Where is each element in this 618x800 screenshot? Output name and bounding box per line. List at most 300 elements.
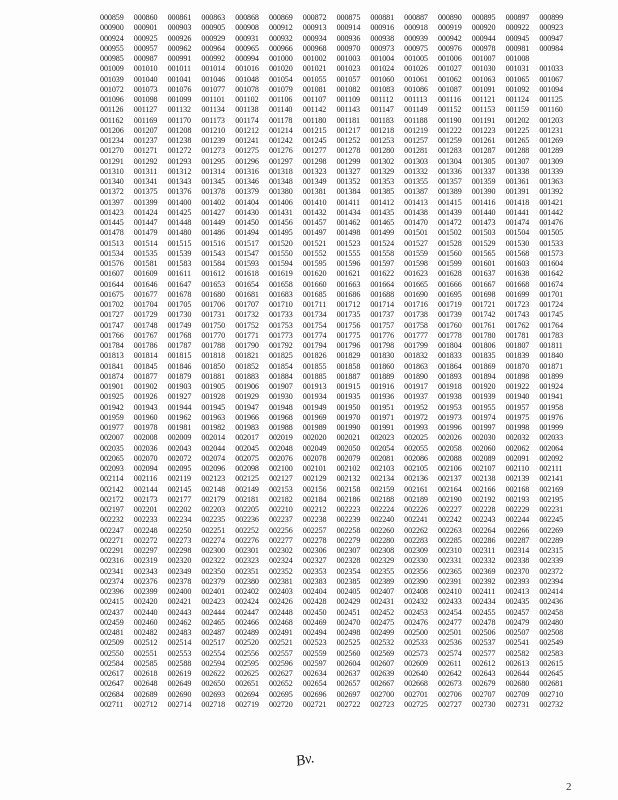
roll-number: 002105	[404, 464, 428, 473]
roll-number: 001618	[235, 269, 259, 279]
roll-number: 002448	[268, 607, 293, 617]
roll-number: 001869	[471, 361, 496, 371]
roll-number: 002647	[100, 679, 124, 689]
roll-number: 001174	[235, 115, 259, 125]
roll-number: 001076	[167, 84, 192, 94]
roll-number: 001768	[167, 330, 192, 340]
number-row	[100, 310, 600, 320]
roll-number: 001472	[437, 218, 462, 227]
roll-number: 001442	[539, 207, 564, 217]
roll-number: 001081	[302, 84, 327, 94]
roll-number: 002297	[133, 546, 158, 555]
roll-number: 001336	[437, 166, 462, 176]
roll-number: 002428	[302, 597, 327, 607]
roll-number: 000994	[235, 54, 259, 63]
roll-number: 001535	[133, 248, 158, 258]
roll-number: 001026	[404, 64, 428, 74]
roll-number: 002271	[100, 535, 124, 545]
roll-number: 001666	[437, 279, 462, 289]
roll-number: 002413	[505, 587, 530, 596]
roll-number: 002103	[370, 464, 395, 473]
roll-number: 002262	[404, 525, 428, 535]
number-row	[100, 239, 600, 249]
roll-number: 002245	[539, 515, 564, 525]
roll-number: 001465	[370, 218, 395, 227]
roll-number: 002007	[100, 433, 124, 443]
number-row	[100, 362, 600, 372]
roll-number: 001004	[370, 54, 395, 63]
roll-number: 001003	[336, 54, 361, 63]
roll-number: 001996	[437, 423, 462, 432]
roll-number: 002582	[505, 648, 530, 658]
roll-number: 001440	[471, 207, 496, 217]
roll-number: 001307	[505, 156, 530, 166]
roll-number: 001756	[336, 320, 361, 330]
roll-number: 001680	[201, 289, 226, 299]
roll-number: 001596	[336, 259, 361, 268]
roll-number: 001710	[268, 300, 293, 309]
roll-number: 002134	[370, 474, 395, 484]
roll-number: 001406	[268, 197, 293, 207]
roll-number: 001309	[539, 156, 564, 166]
roll-number: 002556	[235, 648, 259, 658]
roll-number: 001764	[539, 320, 564, 330]
roll-number: 002460	[133, 617, 158, 627]
roll-number: 002062	[505, 443, 530, 453]
roll-number: 000872	[302, 13, 327, 22]
roll-number: 001665	[404, 279, 428, 289]
roll-number: 002129	[302, 474, 327, 484]
roll-number: 002560	[336, 648, 361, 658]
roll-number: 002709	[505, 689, 530, 699]
roll-number: 001925	[100, 392, 124, 402]
roll-number: 002179	[201, 494, 226, 504]
roll-number: 001953	[437, 402, 462, 412]
roll-number: 001445	[100, 218, 124, 227]
roll-number: 001504	[505, 228, 530, 238]
roll-number: 001727	[100, 310, 124, 320]
roll-number: 002521	[268, 638, 293, 648]
roll-number: 001863	[404, 361, 428, 371]
roll-number: 001690	[404, 289, 428, 299]
roll-number: 002251	[201, 525, 226, 535]
roll-number: 001125	[539, 95, 563, 104]
roll-number: 001214	[268, 125, 293, 135]
roll-number: 001062	[437, 74, 462, 84]
roll-number: 001061	[404, 74, 428, 84]
roll-number: 002197	[100, 505, 124, 514]
roll-number: 001668	[505, 279, 530, 289]
roll-number: 000901	[133, 23, 158, 33]
roll-number: 002494	[302, 628, 327, 637]
roll-number: 002468	[268, 617, 293, 627]
number-row	[100, 423, 600, 433]
roll-number: 001864	[437, 361, 462, 371]
roll-number: 001278	[336, 146, 361, 156]
roll-number: 000926	[167, 33, 192, 43]
roll-number: 002411	[471, 587, 496, 596]
roll-number: 002274	[201, 535, 226, 545]
roll-number: 001539	[167, 248, 192, 258]
roll-number: 001653	[201, 279, 226, 289]
roll-number: 001299	[336, 156, 361, 166]
roll-number: 001973	[437, 412, 462, 422]
roll-number: 001435	[370, 207, 395, 217]
roll-number: 001147	[370, 105, 394, 115]
roll-number: 001778	[437, 330, 462, 340]
roll-number: 001825	[268, 351, 293, 361]
roll-number: 002444	[201, 607, 226, 617]
roll-number: 001361	[505, 177, 530, 186]
roll-number: 002043	[167, 443, 192, 453]
roll-number: 002381	[268, 576, 293, 586]
roll-number: 002732	[539, 699, 564, 709]
roll-number: 002190	[437, 494, 462, 504]
roll-number: 002329	[370, 556, 395, 566]
number-row	[100, 382, 600, 392]
roll-number: 002273	[167, 535, 192, 545]
roll-number: 002619	[167, 669, 192, 678]
roll-number: 002390	[404, 576, 428, 586]
roll-number: 001039	[100, 74, 124, 84]
roll-number: 001552	[302, 248, 327, 258]
roll-number: 001329	[370, 166, 395, 176]
roll-number: 001107	[302, 95, 327, 104]
roll-number: 001024	[370, 64, 395, 74]
roll-number: 001427	[201, 207, 226, 217]
roll-number: 001086	[404, 84, 428, 94]
roll-number: 001926	[133, 392, 158, 402]
roll-number: 002478	[471, 617, 496, 627]
roll-number: 001695	[437, 289, 462, 299]
roll-number: 001021	[302, 64, 327, 74]
roll-number: 001302	[370, 156, 395, 166]
roll-number: 001283	[437, 146, 462, 156]
roll-number: 001607	[100, 269, 124, 279]
roll-number: 002499	[370, 628, 395, 637]
roll-number: 001667	[471, 279, 496, 289]
roll-number: 001399	[133, 197, 158, 207]
roll-number: 002557	[268, 648, 293, 658]
number-row	[100, 495, 600, 505]
roll-number: 002009	[167, 433, 192, 443]
roll-number: 000861	[167, 13, 192, 22]
roll-number: 001877	[133, 371, 158, 381]
number-row	[100, 526, 600, 536]
roll-number: 001683	[268, 289, 293, 299]
roll-number: 001761	[471, 320, 496, 330]
roll-number: 001099	[167, 95, 192, 104]
roll-number: 002634	[302, 669, 327, 678]
number-row	[100, 679, 600, 689]
roll-number: 001887	[336, 371, 361, 381]
roll-number: 000922	[505, 23, 530, 33]
roll-number: 001685	[302, 289, 327, 299]
roll-number: 001106	[268, 95, 293, 104]
roll-number: 001421	[539, 197, 564, 207]
roll-number: 001716	[404, 300, 428, 309]
roll-number: 001505	[539, 228, 564, 238]
roll-number: 001889	[370, 371, 395, 381]
roll-number: 002435	[505, 597, 530, 607]
roll-number: 002231	[539, 505, 564, 514]
roll-number: 002680	[505, 679, 530, 689]
roll-number: 002458	[539, 607, 564, 617]
roll-number: 002517	[201, 638, 226, 648]
roll-number: 001238	[167, 136, 192, 145]
roll-number: 002532	[370, 638, 395, 648]
roll-number: 002353	[302, 566, 327, 576]
roll-number: 001210	[201, 125, 226, 135]
roll-number: 000925	[133, 33, 158, 43]
roll-number: 002054	[370, 443, 395, 453]
roll-number: 001833	[437, 351, 462, 361]
roll-number: 000964	[201, 43, 226, 53]
roll-number: 001410	[302, 197, 327, 207]
roll-number: 001993	[404, 423, 428, 432]
roll-number: 001924	[539, 382, 564, 391]
roll-number: 002064	[539, 443, 564, 453]
roll-number: 001424	[133, 207, 158, 217]
roll-number: 002237	[268, 515, 293, 525]
roll-number: 002369	[471, 566, 496, 576]
roll-number: 002654	[302, 679, 327, 689]
roll-number: 002711	[100, 699, 124, 709]
roll-number: 002491	[268, 628, 293, 637]
roll-number: 001550	[268, 248, 293, 258]
roll-number: 002234	[167, 515, 192, 525]
roll-number: 002407	[370, 587, 395, 596]
roll-number: 000913	[302, 23, 327, 33]
roll-number: 001846	[167, 361, 192, 371]
roll-number: 002232	[100, 515, 124, 525]
roll-number: 000895	[471, 13, 496, 22]
roll-number: 001777	[404, 330, 428, 340]
roll-number: 002541	[505, 638, 530, 648]
roll-number: 002450	[302, 607, 327, 617]
roll-number: 001516	[201, 238, 226, 248]
roll-number: 001815	[167, 351, 192, 361]
roll-number: 001646	[133, 279, 158, 289]
roll-number: 001340	[100, 177, 124, 186]
roll-number: 002236	[235, 515, 259, 525]
roll-number: 001601	[471, 259, 496, 268]
roll-number: 002391	[437, 576, 462, 586]
roll-number: 001798	[370, 341, 395, 350]
roll-number: 001473	[471, 218, 496, 227]
roll-number: 002454	[437, 607, 462, 617]
roll-number: 001270	[100, 146, 124, 156]
roll-number: 001152	[437, 105, 462, 115]
roll-number: 001357	[437, 177, 462, 186]
roll-number: 001593	[235, 259, 259, 268]
roll-number: 002137	[437, 474, 462, 484]
roll-number: 002459	[100, 617, 124, 627]
roll-number: 002393	[505, 576, 530, 586]
roll-number: 002554	[201, 648, 226, 658]
roll-number: 001747	[100, 320, 124, 330]
number-row	[100, 75, 600, 85]
roll-number: 001938	[437, 392, 462, 402]
roll-number: 001989	[302, 423, 327, 432]
roll-number: 002642	[437, 669, 462, 678]
roll-number: 002164	[437, 484, 462, 494]
roll-number: 002693	[201, 689, 226, 699]
roll-number: 001206	[100, 125, 124, 135]
roll-number: 002327	[302, 556, 327, 566]
roll-number: 002173	[133, 494, 158, 504]
roll-number: 002136	[404, 474, 428, 484]
roll-number: 002081	[370, 453, 395, 463]
roll-number: 002258	[336, 525, 361, 535]
roll-number: 002186	[336, 494, 361, 504]
roll-number: 001113	[404, 95, 428, 104]
roll-number: 000939	[404, 33, 428, 43]
roll-number: 002017	[235, 433, 259, 443]
roll-number: 001568	[505, 248, 530, 258]
roll-number: 000923	[539, 23, 564, 33]
number-row	[100, 136, 600, 146]
number-row	[100, 669, 600, 679]
roll-number: 001272	[167, 146, 192, 156]
roll-number: 001296	[235, 156, 259, 166]
roll-number: 001731	[201, 310, 226, 320]
roll-number: 001269	[539, 136, 564, 145]
roll-number: 002145	[167, 484, 192, 494]
roll-number: 002088	[437, 453, 462, 463]
roll-number: 002331	[437, 556, 462, 566]
number-row	[100, 13, 600, 23]
roll-number: 001112	[370, 95, 394, 104]
roll-number: 002712	[133, 699, 158, 709]
roll-number: 001416	[471, 197, 496, 207]
roll-number: 002470	[336, 617, 361, 627]
roll-number: 001006	[437, 54, 462, 63]
roll-number: 001391	[505, 187, 530, 197]
roll-number: 002238	[302, 515, 327, 525]
roll-number: 001754	[302, 320, 327, 330]
roll-number: 002480	[539, 617, 564, 627]
roll-number: 002365	[437, 566, 462, 576]
roll-number: 001786	[133, 341, 158, 350]
roll-number: 001030	[471, 64, 496, 74]
roll-number: 002201	[133, 505, 158, 514]
roll-number: 001280	[370, 146, 395, 156]
roll-number: 002466	[235, 617, 259, 627]
roll-number: 001241	[235, 136, 259, 145]
roll-number: 001073	[133, 84, 158, 94]
number-row	[100, 321, 600, 331]
roll-number: 001252	[336, 136, 361, 145]
roll-number: 001767	[133, 330, 158, 340]
roll-number: 002285	[437, 535, 462, 545]
roll-number: 001790	[235, 341, 259, 350]
roll-number-list	[100, 13, 600, 710]
roll-number: 000976	[437, 43, 462, 53]
roll-number: 002060	[471, 443, 496, 453]
roll-number: 002455	[471, 607, 496, 617]
roll-number: 001597	[370, 259, 395, 268]
roll-number: 001794	[302, 341, 327, 350]
roll-number: 001402	[201, 197, 226, 207]
roll-number: 001963	[201, 412, 226, 422]
roll-number: 002695	[268, 689, 293, 699]
roll-number: 001257	[404, 136, 428, 145]
roll-number: 001939	[471, 392, 496, 402]
roll-number: 001879	[167, 371, 192, 381]
roll-number: 001528	[437, 238, 462, 248]
roll-number: 001474	[505, 218, 530, 227]
roll-number: 001841	[100, 361, 124, 371]
roll-number: 001804	[437, 341, 462, 350]
roll-number: 002119	[167, 474, 191, 484]
roll-number: 001620	[302, 269, 327, 279]
roll-number: 001706	[201, 300, 226, 309]
roll-number: 002668	[404, 679, 428, 689]
roll-number: 002622	[201, 669, 226, 678]
roll-number: 002094	[133, 464, 158, 473]
roll-number: 001724	[539, 300, 564, 309]
roll-number: 001390	[471, 187, 496, 197]
roll-number: 002481	[100, 628, 124, 637]
roll-number: 001057	[336, 74, 361, 84]
roll-number: 002093	[100, 464, 124, 473]
roll-number: 001190	[437, 115, 462, 125]
roll-number: 001850	[201, 361, 226, 371]
roll-number: 001714	[370, 300, 395, 309]
roll-number: 001913	[302, 382, 327, 391]
roll-number: 001343	[167, 177, 192, 186]
roll-number: 002574	[437, 648, 462, 658]
roll-number: 002639	[370, 669, 395, 678]
roll-number: 001449	[201, 218, 226, 227]
number-row	[100, 280, 600, 290]
roll-number: 002091	[505, 453, 530, 463]
number-row	[100, 351, 600, 361]
roll-number: 001134	[201, 105, 225, 115]
roll-number: 000936	[336, 33, 361, 43]
roll-number: 001011	[167, 64, 191, 74]
roll-number: 002277	[268, 535, 293, 545]
roll-number: 002696	[302, 689, 327, 699]
roll-number: 002651	[235, 679, 259, 689]
roll-number: 002615	[539, 658, 564, 668]
roll-number: 001418	[505, 197, 530, 207]
number-row	[100, 577, 600, 587]
roll-number: 001826	[302, 351, 327, 361]
roll-number: 002309	[404, 546, 428, 555]
roll-number: 000919	[437, 23, 462, 33]
roll-number: 001901	[100, 382, 124, 391]
roll-number: 002203	[201, 505, 226, 514]
roll-number: 002228	[471, 505, 496, 514]
roll-number: 002597	[302, 658, 327, 668]
roll-number: 002420	[133, 597, 158, 607]
roll-number: 001116	[437, 95, 462, 104]
number-row	[100, 649, 600, 659]
roll-number: 002055	[404, 443, 428, 453]
roll-number: 002065	[100, 453, 124, 463]
roll-number: 001962	[167, 412, 192, 422]
roll-number: 001558	[370, 248, 395, 258]
roll-number: 002283	[404, 535, 428, 545]
roll-number: 002690	[167, 689, 192, 699]
roll-number: 001637	[471, 269, 496, 279]
roll-number: 002483	[167, 628, 192, 637]
roll-number: 001902	[133, 382, 158, 391]
number-row	[100, 403, 600, 413]
roll-number: 002286	[471, 535, 496, 545]
